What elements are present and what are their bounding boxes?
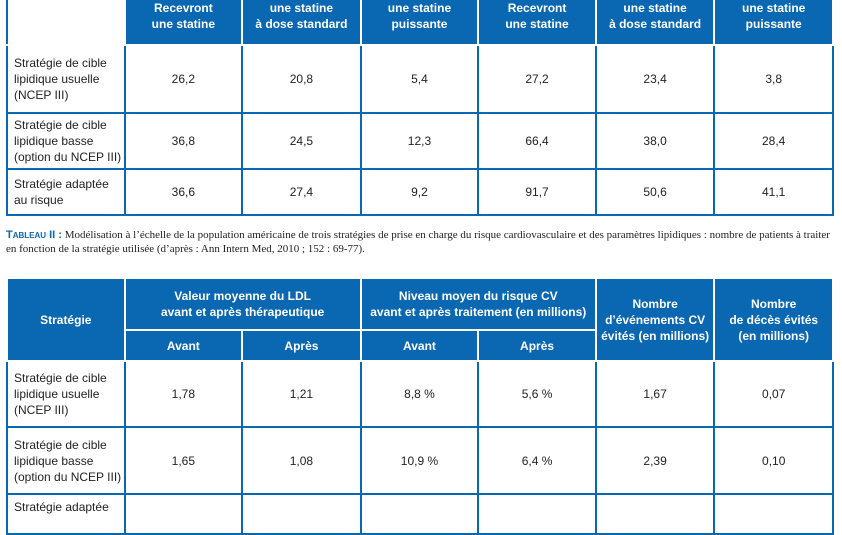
- cell-value: 5,4: [361, 45, 479, 113]
- cell-value: 0,07: [714, 361, 833, 427]
- table1-header-empty: [7, 0, 125, 45]
- cell-value: 10,9 %: [361, 427, 479, 494]
- table1-header-row: [7, 0, 833, 45]
- cell-value: 50,6: [596, 169, 715, 215]
- cell-value: 26,2: [125, 45, 243, 113]
- subheader-avant: Avant: [361, 330, 479, 361]
- caption-text: Modélisation à l’échelle de la population américaine de trois stratégies de prise en charge du risque cardiovasculaire et des paramètres lipidiques : nombre de patients à traiter en fonction de la stratégie utilisée (d’après : Ann Intern Med, 2010 ; 152 : 69-77).: [6, 229, 830, 255]
- table-row: [7, 427, 833, 494]
- cell-value: 23,4: [596, 45, 715, 113]
- table-ldl-risque: [6, 277, 834, 535]
- cell-value: 0,10: [714, 427, 833, 494]
- cell-value: [714, 494, 833, 534]
- cell-value: 5,6 %: [478, 361, 596, 427]
- table1-header-col3: une statine puissante: [361, 0, 479, 45]
- cell-value: 27,2: [478, 45, 596, 113]
- cell-value: 20,8: [242, 45, 361, 113]
- subheader-apres: Après: [478, 330, 596, 361]
- table-patients-a-traiter: [6, 0, 834, 216]
- cell-value: [125, 494, 243, 534]
- subheader-avant: Avant: [125, 330, 243, 361]
- cell-value: 6,4 %: [478, 427, 596, 494]
- table-row: [7, 361, 833, 427]
- cell-value: 28,4: [714, 113, 833, 169]
- table-row: [7, 494, 833, 534]
- table2-header-ldl: Valeur moyenne du LDL avant et après thérapeutique: [125, 278, 361, 330]
- cell-value: 1,08: [242, 427, 361, 494]
- cell-value: 8,8 %: [361, 361, 479, 427]
- table1-header-col1: Recevront une statine: [125, 0, 243, 45]
- cell-value: [596, 494, 715, 534]
- table1-header-col2: une statine à dose standard: [242, 0, 361, 45]
- cell-value: 66,4: [478, 113, 596, 169]
- cell-value: [242, 494, 361, 534]
- cell-value: 1,21: [242, 361, 361, 427]
- table2-header-strategie: Stratégie: [7, 278, 125, 361]
- row-label: Stratégie de cible lipidique usuelle (NCEP III): [7, 45, 125, 113]
- table2-header-evenements: Nombre d’événements CV évités (en millions): [596, 278, 715, 361]
- table1-header-col4: Recevront une statine: [478, 0, 596, 45]
- table2-header-deces: Nombre de décès évités (en millions): [714, 278, 833, 361]
- cell-value: 1,67: [596, 361, 715, 427]
- caption-lead: Tableau II :: [6, 229, 62, 241]
- cell-value: 36,6: [125, 169, 243, 215]
- cell-value: [478, 494, 596, 534]
- subheader-apres: Après: [242, 330, 361, 361]
- cell-value: 24,5: [242, 113, 361, 169]
- table-caption: [6, 228, 836, 256]
- cell-value: 27,4: [242, 169, 361, 215]
- cell-value: 41,1: [714, 169, 833, 215]
- table1-header-col5: une statine à dose standard: [596, 0, 715, 45]
- row-label: Stratégie de cible lipidique usuelle (NCEP III): [7, 361, 125, 427]
- table1-header-col6: une statine puissante: [714, 0, 833, 45]
- cell-value: 38,0: [596, 113, 715, 169]
- cell-value: 1,78: [125, 361, 243, 427]
- cell-value: 9,2: [361, 169, 479, 215]
- cell-value: 2,39: [596, 427, 715, 494]
- row-label: Stratégie adaptée au risque: [7, 169, 125, 215]
- row-label: Stratégie de cible lipidique basse (option du NCEP III): [7, 427, 125, 494]
- table-row: [7, 169, 833, 215]
- row-label: Stratégie adaptée: [7, 494, 125, 534]
- cell-value: 91,7: [478, 169, 596, 215]
- cell-value: 12,3: [361, 113, 479, 169]
- cell-value: 3,8: [714, 45, 833, 113]
- row-label: Stratégie de cible lipidique basse (option du NCEP III): [7, 113, 125, 169]
- table2-header-row: [7, 278, 833, 330]
- cell-value: 36,8: [125, 113, 243, 169]
- table-row: [7, 45, 833, 113]
- cell-value: 1,65: [125, 427, 243, 494]
- table-row: [7, 113, 833, 169]
- table2-header-risque: Niveau moyen du risque CV avant et après traitement (en millions): [361, 278, 596, 330]
- cell-value: [361, 494, 479, 534]
